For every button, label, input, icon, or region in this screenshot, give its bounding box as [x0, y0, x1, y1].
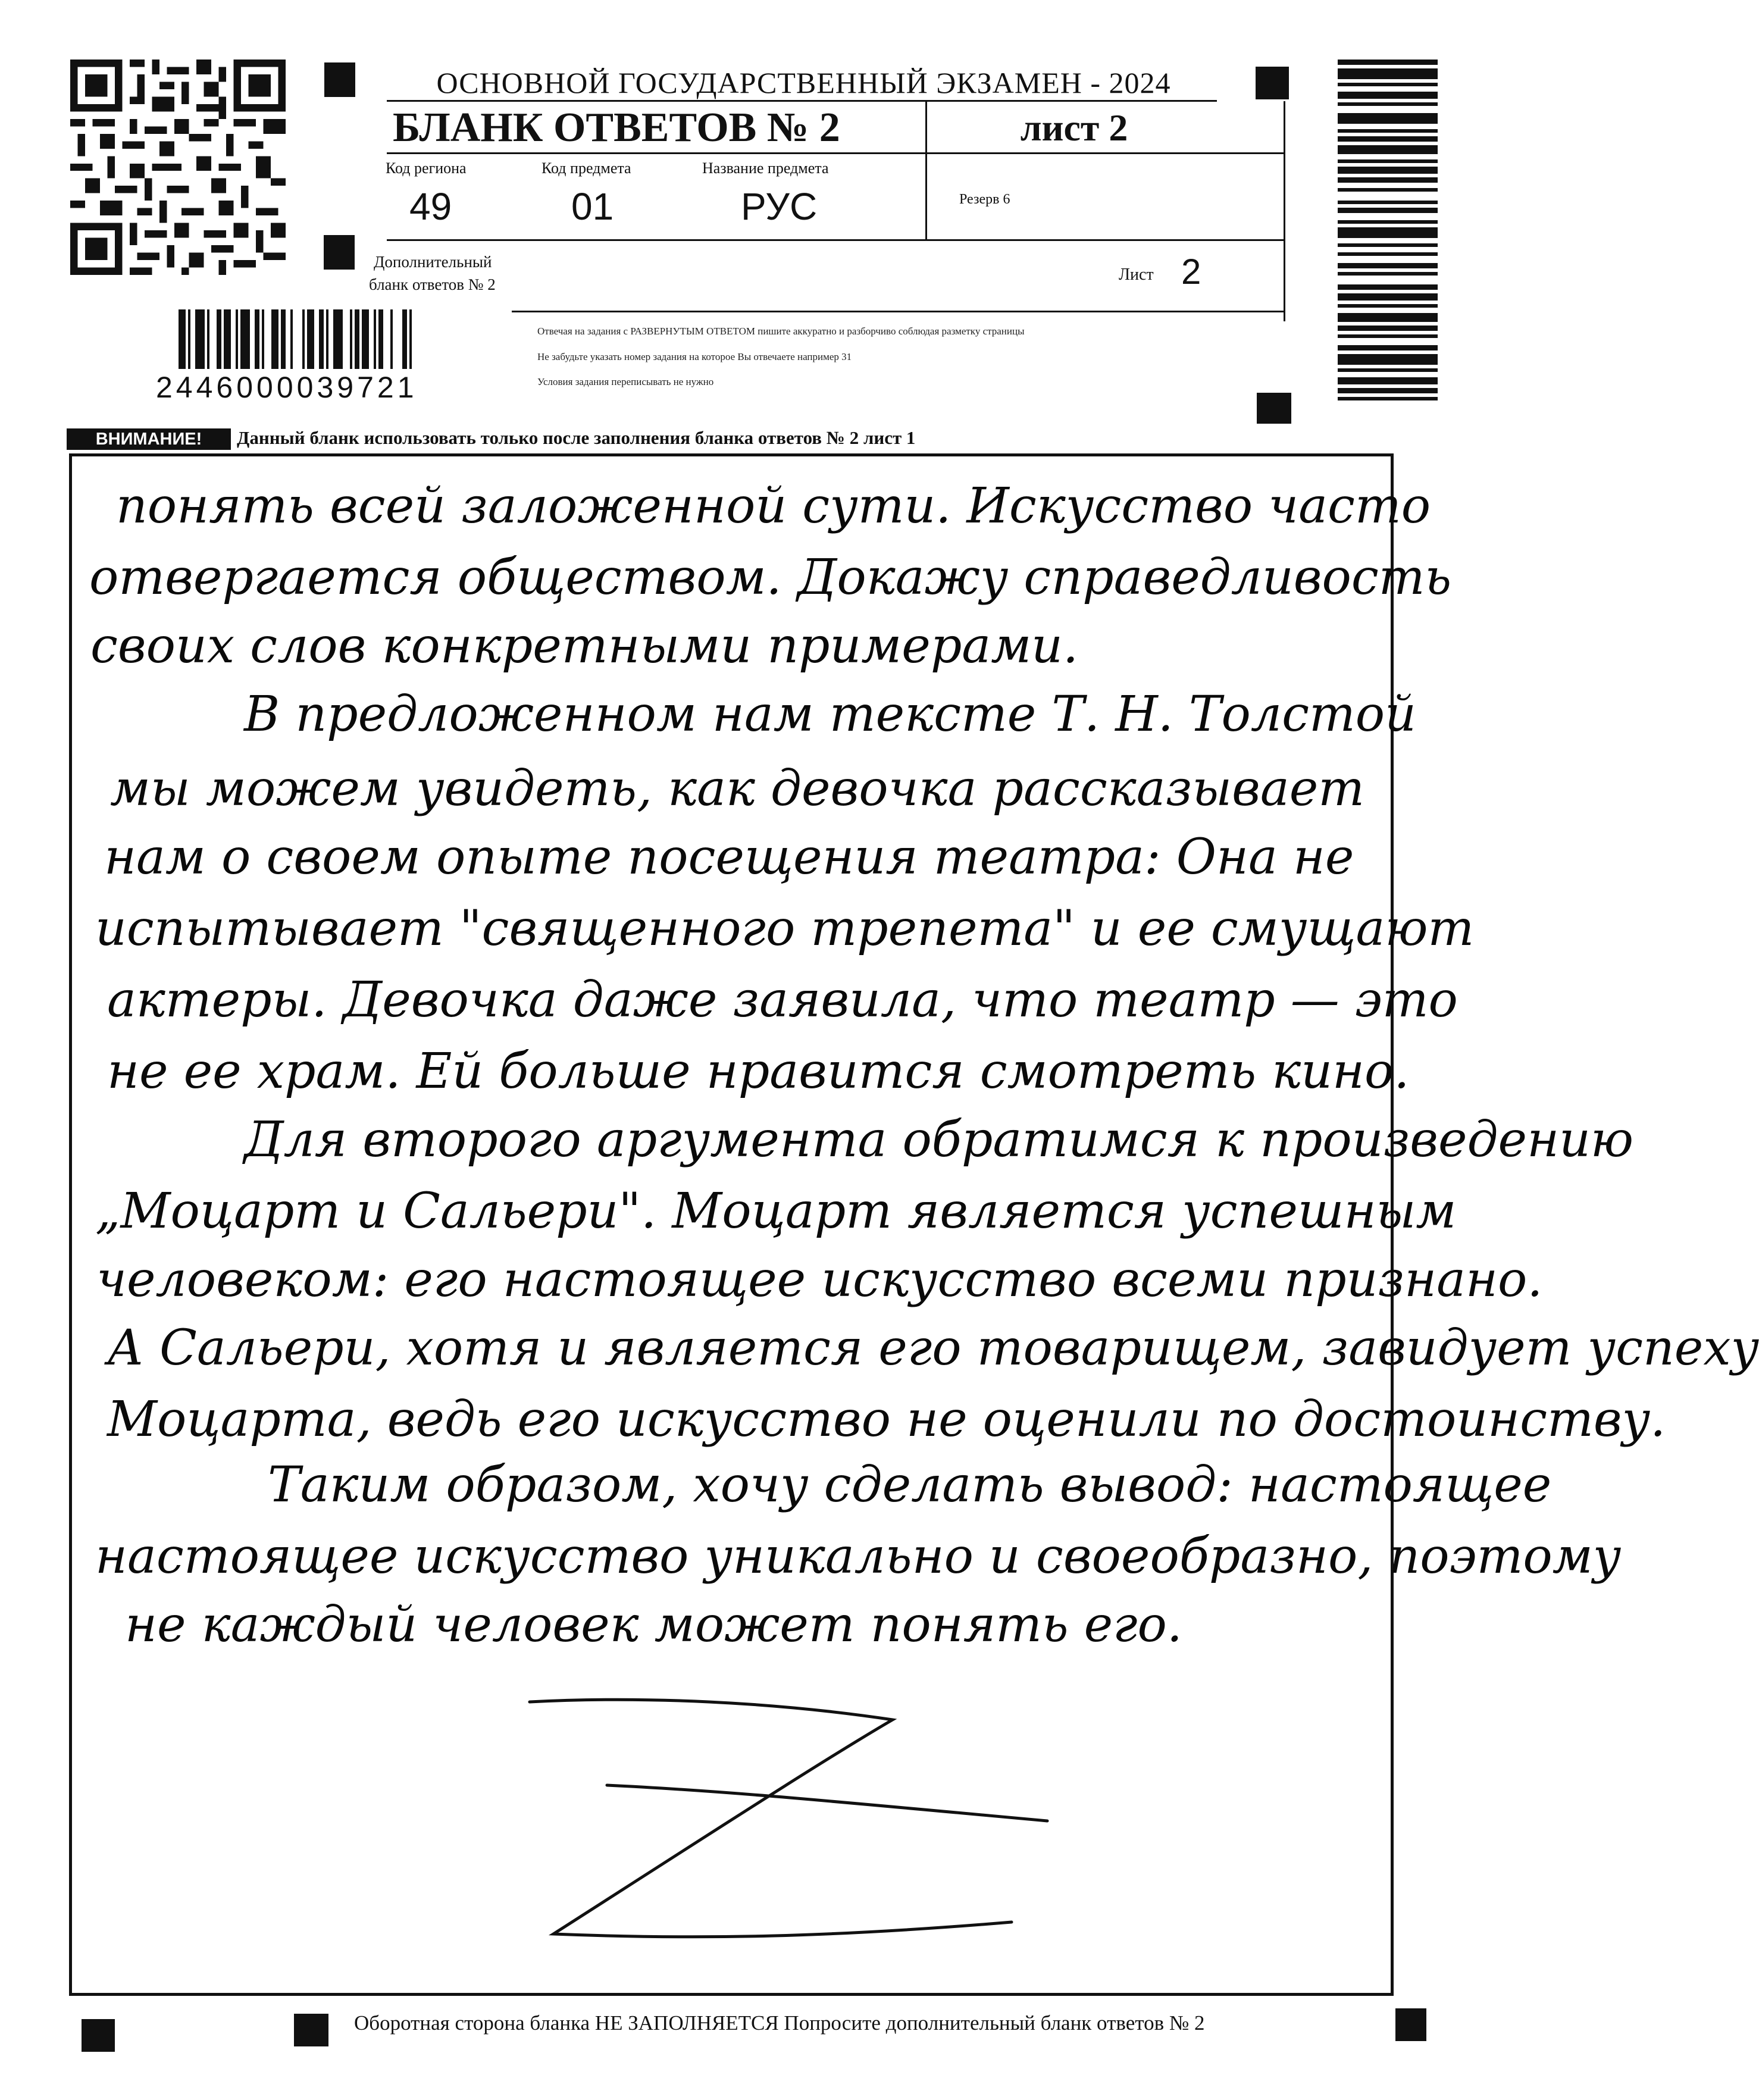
- warning-badge: ВНИМАНИЕ!: [67, 428, 231, 450]
- answer-line: человеком: его настоящее искусство всеми признано.: [96, 1251, 1543, 1308]
- form-title: БЛАНК ОТВЕТОВ № 2: [393, 105, 840, 151]
- barcode: [179, 309, 500, 369]
- region-value: 49: [409, 185, 452, 228]
- answer-line: актеры. Девочка даже заявила, что театр — это: [107, 972, 1458, 1028]
- answer-line: А Сальери, хотя и является его товарищем, завидует успеху: [107, 1320, 1759, 1376]
- warning-text: Данный бланк использовать только после заполнения бланка ответов № 2 лист 1: [237, 427, 916, 448]
- alignment-mark: [324, 62, 355, 97]
- answer-line: нам о своем опыте посещения театра: Она не: [104, 829, 1354, 885]
- alignment-mark: [324, 235, 355, 270]
- subject-name-label: Название предмета: [702, 159, 829, 177]
- additional-label-2: бланк ответов № 2: [369, 276, 496, 293]
- instruction-line-2: Не забудьте указать номер задания на которое Вы отвечаете например 31: [537, 351, 852, 362]
- alignment-mark: [1256, 67, 1289, 99]
- divider: [387, 152, 1285, 154]
- divider: [925, 152, 927, 240]
- divider: [1284, 101, 1285, 321]
- answer-line: не ее храм. Ей больше нравится смотреть кино.: [107, 1043, 1410, 1100]
- alignment-mark: [1257, 393, 1291, 424]
- answer-line: Таким образом, хочу сделать вывод: настоящее: [268, 1457, 1552, 1513]
- divider: [387, 239, 1285, 241]
- footer-note: Оборотная сторона бланка НЕ ЗАПОЛНЯЕТСЯ Попросите дополнительный бланк ответов № 2: [354, 2011, 1205, 2035]
- alignment-mark: [294, 2014, 328, 2046]
- alignment-mark: [82, 2019, 115, 2052]
- answer-line: „Моцарт и Сальери". Моцарт является успешным: [95, 1183, 1457, 1240]
- subject-name-value: РУС: [741, 185, 818, 228]
- answer-line: испытывает "священного трепета" и ее смущают: [95, 900, 1475, 957]
- additional-label-1: Дополнительный: [374, 253, 492, 271]
- sheet-title: лист 2: [1020, 107, 1128, 149]
- instruction-line-3: Условия задания переписывать не нужно: [537, 376, 714, 387]
- sheet-label: Лист: [1119, 265, 1154, 284]
- region-label: Код региона: [386, 159, 467, 177]
- qr-code: [70, 60, 286, 275]
- exam-title: ОСНОВНОЙ ГОСУДАРСТВЕННЫЙ ЭКЗАМЕН - 2024: [436, 66, 1171, 99]
- blank-space-z-mark: [524, 1684, 1059, 1970]
- answer-line: настоящее искусство уникально и своеобразно, поэтому: [95, 1528, 1622, 1585]
- answer-line: В предложенном нам тексте Т. Н. Толстой: [244, 686, 1416, 743]
- reserve-label: Резерв 6: [959, 192, 1010, 207]
- alignment-mark: [1395, 2008, 1426, 2041]
- subject-code-value: 01: [571, 185, 614, 228]
- answer-line: понять всей заложенной сути. Искусство часто: [116, 478, 1431, 534]
- divider: [925, 101, 927, 154]
- answer-line: мы можем увидеть, как девочка рассказывает: [110, 760, 1365, 817]
- answer-line: Для второго аргумента обратимся к произведению: [244, 1112, 1634, 1168]
- answer-line: своих слов конкретными примерами.: [90, 618, 1079, 674]
- answer-line: отвергается обществом. Докажу справедливость: [89, 549, 1452, 606]
- instruction-line-1: Отвечая на задания с РАЗВЕРНУТЫМ ОТВЕТОМ пишите аккуратно и разборчиво соблюдая разметку страницы: [537, 326, 1025, 337]
- subject-code-label: Код предмета: [542, 159, 631, 177]
- answer-line: Моцарта, ведь его искусство не оценили по достоинству.: [107, 1391, 1666, 1448]
- sheet-number: 2: [1181, 252, 1201, 292]
- title-underline: [387, 100, 1217, 102]
- side-barcode: [1338, 60, 1438, 409]
- answer-line: не каждый человек может понять его.: [125, 1597, 1182, 1653]
- barcode-number: 2446000039721: [156, 371, 418, 404]
- divider: [512, 311, 1285, 312]
